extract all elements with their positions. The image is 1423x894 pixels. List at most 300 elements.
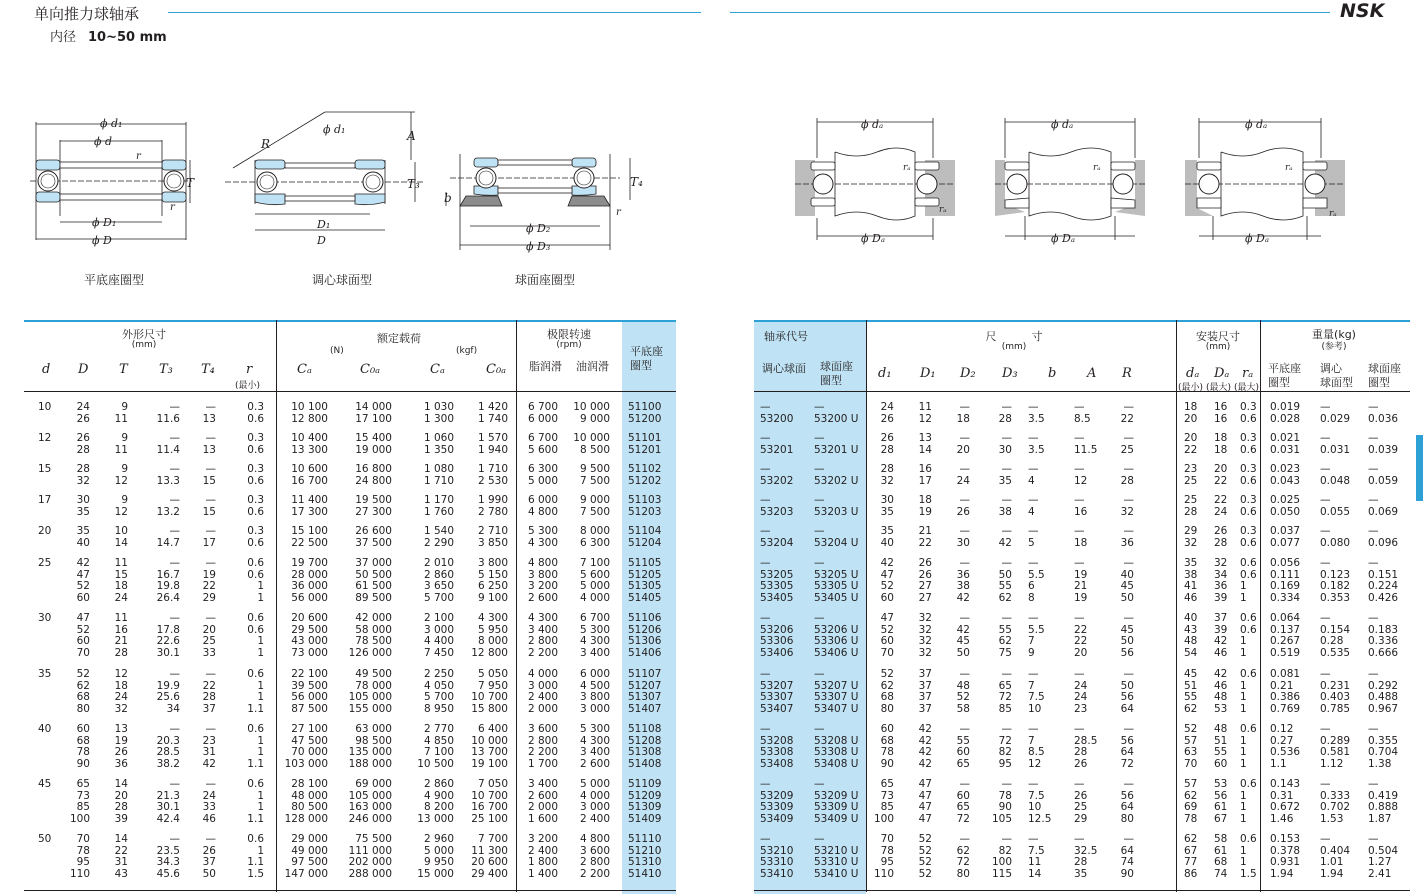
rt-ws: — 0.048: [1320, 463, 1351, 487]
rtable-top-rule: [754, 320, 1410, 322]
rt-D1: 47 47 47 47: [918, 778, 932, 825]
lt-no: 51106 51206 51306 51406: [628, 612, 662, 659]
rt-da: 57 62 69 78: [1184, 778, 1198, 825]
lt-CaN: 15 100 22 500: [291, 525, 328, 549]
hdr-kgf: (kgf): [456, 346, 478, 356]
section-tab-marker: [1416, 435, 1423, 501]
rt-A: — 8.5: [1074, 401, 1091, 425]
hdr-col-R: R: [1122, 366, 1132, 381]
rtable-bottom-rule: [754, 890, 1410, 891]
rt-wseat: — 0.355 0.704 1.38: [1368, 723, 1399, 770]
rdivider-1: [866, 320, 867, 892]
lt-C0akgf: 6 400 10 000 13 700 19 100: [471, 723, 508, 770]
hdr-ra-max: (最大): [1234, 383, 1260, 393]
rt-Da: 26 28: [1214, 525, 1228, 549]
label-D1: ϕ D₁: [92, 216, 117, 229]
lt-T4: — 26 37 50: [202, 833, 216, 880]
lt-no: 51109 51209 51309 51409: [628, 778, 662, 825]
label-D3: ϕ D₃: [526, 240, 551, 253]
lt-Cakgf: 2 960 5 000 9 950 15 000: [417, 833, 454, 880]
lt-grease: 4 300 3 400 2 800 2 200: [527, 612, 558, 659]
label-T4: T₄: [630, 175, 643, 189]
rt-ra: 0.3 0.6: [1240, 525, 1257, 549]
rt-D2: — 18: [956, 401, 970, 425]
lt-d: 17: [38, 494, 52, 506]
lt-C0aN: 19 500 27 300: [355, 494, 392, 518]
table-bottom-rule: [24, 890, 676, 891]
lt-D: 65 73 85 100: [70, 778, 91, 825]
rt-wf: 0.056 0.111 0.169 0.334: [1270, 557, 1301, 604]
lt-oil: 6 700 5 300 4 300 3 400: [579, 612, 610, 659]
rt-ws: — 0.123 0.182 0.353: [1320, 557, 1351, 604]
rt-D3: — 82 100 115: [991, 833, 1012, 880]
rt-sph: — 53205 53305 53405: [760, 557, 794, 604]
lt-C0akgf: 3 800 5 150 6 250 9 100: [477, 557, 508, 604]
rt-Da: 53 56 61 67: [1214, 778, 1228, 825]
rt-sph: — 53207 53307 53407: [760, 668, 794, 715]
rt-D3: — 42: [998, 525, 1012, 549]
mounting-diagram-2: [995, 112, 1145, 252]
lt-T4: — 24 33 46: [202, 778, 216, 825]
header-rule-right: [730, 12, 1330, 13]
lt-CaN: 28 100 48 000 80 500 128 000: [284, 778, 328, 825]
rt-wseat: — 0.504 1.27 2.41: [1368, 833, 1399, 880]
lt-d: 12: [38, 432, 52, 444]
rt-D3: — 55 62 75: [998, 612, 1012, 659]
rt-wf: 0.021 0.031: [1270, 432, 1301, 456]
rt-R: — 22: [1120, 401, 1134, 425]
hdr-w-flat: 平底座 圈型: [1268, 362, 1301, 389]
rt-wseat: — 0.096: [1368, 525, 1399, 549]
lt-r: 0.3 0.6: [247, 401, 264, 425]
rt-da: 25 28: [1184, 494, 1198, 518]
hdr-Da-max: (最大): [1206, 383, 1232, 393]
rt-d1: 24 26: [880, 401, 894, 425]
rt-D2: — 20: [956, 432, 970, 456]
rt-D2: — 42 45 50: [956, 612, 970, 659]
hdr-col-rD1: D₁: [920, 366, 936, 381]
rt-D1: 16 17: [918, 463, 932, 487]
hdr-col-r: r: [246, 362, 253, 377]
rt-ra: 0.3 0.6: [1240, 432, 1257, 456]
lt-T: 14 22 31 43: [114, 833, 128, 880]
hdr-col-d1: d₁: [878, 366, 892, 381]
lt-Cakgf: 1 060 1 350: [423, 432, 454, 456]
divider-2: [516, 320, 517, 892]
lt-T3: — 16.7 19.8 26.4: [156, 557, 180, 604]
rt-ws: — 0.029: [1320, 401, 1351, 425]
rt-ra: 0.3 0.6: [1240, 463, 1257, 487]
rt-da: 45 51 55 62: [1184, 668, 1198, 715]
rt-Da: 22 24: [1214, 494, 1228, 518]
lt-no: 51104 51204: [628, 525, 662, 549]
lt-CaN: 27 100 47 500 70 000 103 000: [284, 723, 328, 770]
lt-grease: 6 700 5 600: [527, 432, 558, 456]
rt-D1: 13 14: [918, 432, 932, 456]
lt-T4: — 17: [202, 525, 216, 549]
rt-R: — 28: [1120, 463, 1134, 487]
label-Da-3: ϕ Dₐ: [1245, 232, 1269, 245]
lt-D: 52 62 68 80: [76, 668, 90, 715]
rt-b: — 7 8.5 12: [1028, 723, 1045, 770]
lt-T3: — 23.5 34.3 45.6: [156, 833, 180, 880]
lt-no: 51100 51200: [628, 401, 662, 425]
label-ra-1b: rₐ: [939, 205, 947, 215]
lt-T4: — 23 31 42: [202, 723, 216, 770]
hdr-col-T: T: [119, 362, 128, 377]
table-top-rule: [24, 320, 676, 322]
rt-ws: — 0.080: [1320, 525, 1351, 549]
lt-T4: — 15: [202, 494, 216, 518]
rt-wf: 0.019 0.028: [1270, 401, 1301, 425]
lt-d: 30: [38, 612, 52, 624]
hdr-r-dims-unit: (mm): [1001, 342, 1027, 352]
rt-D1: 18 19: [918, 494, 932, 518]
lt-D: 70 78 95 110: [70, 833, 91, 880]
lt-oil: 10 000 9 000: [573, 401, 610, 425]
lt-d: 50: [38, 833, 52, 845]
lt-oil: 10 000 8 500: [573, 432, 610, 456]
hdr-weight: 重量(kg): [1312, 328, 1356, 341]
rt-A: — 24 24 23: [1074, 668, 1088, 715]
hdr-grease: 脂润滑: [529, 360, 562, 373]
lt-CaN: 20 600 29 500 43 000 73 000: [291, 612, 328, 659]
bore-value: 10~50 mm: [88, 30, 167, 45]
rt-R: — 25: [1120, 432, 1134, 456]
hdr-col-Da: Dₐ: [1214, 366, 1230, 381]
rt-A: — 19 21 19: [1074, 557, 1088, 604]
rt-seat: — 53202 U: [814, 463, 859, 487]
lt-grease: 6 000 4 800: [527, 494, 558, 518]
lt-d: 25: [38, 557, 52, 569]
rt-wf: 0.025 0.050: [1270, 494, 1301, 518]
lt-r: 0.6 1 1.1 1.5: [247, 833, 264, 880]
rt-Da: 32 34 36 39: [1214, 557, 1228, 604]
lt-Cakgf: 2 860 4 900 8 200 13 000: [417, 778, 454, 825]
rt-sph: — 53201: [760, 432, 794, 456]
nsk-logo: NSK: [1340, 0, 1385, 22]
label-ra-1a: rₐ: [903, 163, 911, 173]
rt-b: — 5.5 7 9: [1028, 612, 1045, 659]
rt-da: 35 38 41 46: [1184, 557, 1198, 604]
lt-r: 0.6 1 1 1.1: [247, 778, 264, 825]
left-table: [24, 320, 676, 894]
rt-ra: 0.6 1 1 1: [1240, 723, 1257, 770]
rt-da: 20 22: [1184, 432, 1198, 456]
rt-seat: — 53204 U: [814, 525, 859, 549]
rt-da: 40 43 48 54: [1184, 612, 1198, 659]
rt-Da: 58 61 68 74: [1214, 833, 1228, 880]
label-T3: T₃: [407, 177, 420, 191]
hdr-spherical: 调心球面: [762, 362, 806, 375]
lt-D: 28 32: [76, 463, 90, 487]
rt-sph: — 53203: [760, 494, 794, 518]
lt-T4: — 13: [202, 432, 216, 456]
lt-C0aN: 16 800 24 800: [355, 463, 392, 487]
lt-no: 51101 51201: [628, 432, 662, 456]
lt-d: 40: [38, 723, 52, 735]
lt-C0aN: 69 000 105 000 163 000 246 000: [348, 778, 392, 825]
hdr-col-C0akgf: C₀ₐ: [486, 362, 507, 377]
lt-T: 10 14: [114, 525, 128, 549]
lt-r: 0.3 0.6: [247, 463, 264, 487]
lt-C0aN: 49 500 78 000 105 000 155 000: [348, 668, 392, 715]
lt-T3: — 13.3: [156, 463, 180, 487]
label-da-2: ϕ dₐ: [1051, 118, 1074, 131]
hdr-col-b: b: [1048, 366, 1057, 381]
lt-D: 30 35: [76, 494, 90, 518]
bore-range: [50, 26, 167, 45]
rt-d1: 65 73 85 100: [873, 778, 894, 825]
rt-A: — 28.5 28 26: [1074, 723, 1098, 770]
rt-ra: 0.6 0.6 1 1: [1240, 612, 1257, 659]
rt-D1: 26 26 27 27: [918, 557, 932, 604]
rt-wseat: — 0.036: [1368, 401, 1399, 425]
lt-T4: — 15: [202, 463, 216, 487]
rheader-bottom-rule: [754, 391, 1410, 392]
hdr-dims: 外形尺寸: [122, 328, 166, 341]
rt-ws: — 0.333 0.702 1.53: [1320, 778, 1351, 825]
rt-ws: — 0.289 0.581 1.12: [1320, 723, 1351, 770]
lt-T: 9 11: [114, 432, 128, 456]
hdr-col-CaN: Cₐ: [297, 362, 312, 377]
hdr-weight-sub: (参考): [1321, 342, 1347, 352]
hdr-col-C0aN: C₀ₐ: [360, 362, 381, 377]
lt-C0akgf: 1 710 2 530: [477, 463, 508, 487]
label-r-bottom: r: [170, 202, 175, 213]
rt-seat: — 53206 U 53306 U 53406 U: [814, 612, 859, 659]
rt-D1: 11 12: [918, 401, 932, 425]
lt-Cakgf: 1 080 1 710: [423, 463, 454, 487]
rt-ra: 0.3 0.6: [1240, 401, 1257, 425]
rt-wseat: — 0.292 0.488 0.967: [1368, 668, 1399, 715]
lt-grease: 4 000 3 000 2 400 2 000: [527, 668, 558, 715]
hdr-w-sph: 调心 球面型: [1320, 362, 1353, 389]
hdr-dims-unit: (mm): [131, 340, 157, 350]
lt-oil: 8 000 6 300: [579, 525, 610, 549]
rt-seat: — 53209 U 53309 U 53409 U: [814, 778, 859, 825]
hdr-col-d: d: [42, 362, 51, 377]
lt-oil: 5 000 4 000 3 000 2 400: [579, 778, 610, 825]
lt-r: 0.3 0.6: [247, 525, 264, 549]
rt-R: — 50 56 64: [1120, 668, 1134, 715]
hdr-col-D3: D₃: [1002, 366, 1018, 381]
lt-grease: 3 400 2 600 2 000 1 600: [527, 778, 558, 825]
label-ra-3a: rₐ: [1285, 163, 1293, 173]
lt-T4: — 13: [202, 401, 216, 425]
rt-b: — 7.5 11 14: [1028, 833, 1045, 880]
rt-D1: 32 32 32 32: [918, 612, 932, 659]
rt-D1: 37 37 37 37: [918, 668, 932, 715]
rt-d1: 35 40: [880, 525, 894, 549]
lt-C0akgf: 1 990 2 780: [477, 494, 508, 518]
lt-grease: 6 300 5 000: [527, 463, 558, 487]
rt-Da: 42 46 48 53: [1214, 668, 1228, 715]
label-b: b: [444, 191, 452, 205]
rt-ra: 0.6 0.6 1 1: [1240, 557, 1257, 604]
diagram-spherical-seat: [440, 150, 655, 260]
rt-ws: — 0.055: [1320, 494, 1351, 518]
lt-T: 11 16 21 28: [114, 612, 128, 659]
lt-CaN: 10 100 12 800: [291, 401, 328, 425]
lt-T4: — 19 22 29: [202, 557, 216, 604]
hdr-col-A: A: [1087, 366, 1097, 381]
lt-CaN: 10 400 13 300: [291, 432, 328, 456]
lt-r: 0.6 0.6 1 1: [247, 557, 264, 604]
lt-D: 60 68 78 90: [76, 723, 90, 770]
lt-T3: — 14.7: [156, 525, 180, 549]
rt-Da: 16 16: [1214, 401, 1228, 425]
rt-wseat: — 0.151 0.224 0.426: [1368, 557, 1399, 604]
lt-oil: 7 100 5 600 5 000 4 000: [579, 557, 610, 604]
lt-C0akgf: 2 710 3 850: [477, 525, 508, 549]
lt-C0aN: 42 000 58 000 78 500 126 000: [348, 612, 392, 659]
lt-d: 45: [38, 778, 52, 790]
right-table: [754, 320, 1410, 894]
lt-T4: — 20 25 33: [202, 612, 216, 659]
label-D-sph: D: [317, 234, 326, 247]
lt-CaN: 22 100 39 500 56 000 87 500: [291, 668, 328, 715]
rt-seat: — 53201 U: [814, 432, 859, 456]
lt-Cakgf: 1 030 1 300: [423, 401, 454, 425]
rt-A: — 16: [1074, 494, 1088, 518]
lt-Cakgf: 1 540 2 290: [423, 525, 454, 549]
rt-b: — 4: [1028, 494, 1039, 518]
lt-C0aN: 14 000 17 100: [355, 401, 392, 425]
label-R: R: [261, 137, 271, 151]
lt-T: 9 12: [114, 494, 128, 518]
rt-D2: — 55 60 65: [956, 723, 970, 770]
rt-D2: — 48 52 58: [956, 668, 970, 715]
page-header: [0, 0, 1423, 50]
hdr-col-rmin: (最小): [235, 381, 261, 391]
hdr-speed: 极限转速: [547, 328, 591, 341]
rt-seat: — 53208 U 53308 U 53408 U: [814, 723, 859, 770]
rt-seat: — 53200 U: [814, 401, 859, 425]
rt-Da: 48 51 55 60: [1214, 723, 1228, 770]
lt-D: 42 47 52 60: [76, 557, 90, 604]
rt-d1: 30 35: [880, 494, 894, 518]
rt-ws: — 0.404 1.01 1.94: [1320, 833, 1351, 880]
lt-grease: 6 700 6 000: [527, 401, 558, 425]
rt-wf: 0.064 0.137 0.267 0.519: [1270, 612, 1301, 659]
rt-sph: — 53210 53310 53410: [760, 833, 794, 880]
lt-d: 35: [38, 668, 52, 680]
rt-da: 62 67 77 86: [1184, 833, 1198, 880]
rt-D3: — 72 82 95: [998, 723, 1012, 770]
label-T: T: [186, 176, 195, 190]
label-D1-sph: D₁: [317, 218, 331, 231]
rt-d1: 26 28: [880, 432, 894, 456]
rt-da: 52 57 63 70: [1184, 723, 1198, 770]
lt-no: 51105 51205 51305 51405: [628, 557, 662, 604]
rt-A: — 18: [1074, 525, 1088, 549]
lt-r: 0.3 0.6: [247, 432, 264, 456]
mounting-diagram-3: [1185, 112, 1345, 252]
lt-d: 10: [38, 401, 52, 413]
label-d1-sph: ϕ d₁: [323, 123, 346, 136]
lt-oil: 9 500 7 500: [579, 463, 610, 487]
hdr-col-D: D: [78, 362, 89, 377]
label-da-1: ϕ dₐ: [861, 118, 884, 131]
lt-T3: — 20.3 28.5 38.2: [156, 723, 180, 770]
rt-R: — 56 64 80: [1120, 778, 1134, 825]
lt-T: 12 18 24 32: [114, 668, 128, 715]
lt-no: 51108 51208 51308 51408: [628, 723, 662, 770]
lt-T3: — 11.4: [156, 432, 180, 456]
rt-b: — 5.5 6 8: [1028, 557, 1045, 604]
rt-A: — 11.5: [1074, 432, 1098, 456]
lt-Cakgf: 2 100 3 000 4 400 7 450: [423, 612, 454, 659]
hdr-mount: 安装尺寸: [1196, 330, 1240, 343]
rt-D3: — 35: [998, 463, 1012, 487]
caption-spherical-seat: 球面座圈型: [514, 273, 575, 287]
rt-D2: — 62 72 80: [956, 833, 970, 880]
hdr-code: 轴承代号: [764, 330, 808, 343]
label-r-seat: r: [616, 207, 621, 218]
rt-D2: — 60 65 72: [956, 778, 970, 825]
lt-r: 0.6 0.6 1 1: [247, 612, 264, 659]
rt-ra: 0.6 1 1 1: [1240, 668, 1257, 715]
rt-D3: — 30: [998, 432, 1012, 456]
lt-C0aN: 63 000 98 500 135 000 188 000: [348, 723, 392, 770]
rt-D1: 52 52 52 52: [918, 833, 932, 880]
lt-C0aN: 75 500 111 000 202 000 288 000: [348, 833, 392, 880]
rt-b: — 4: [1028, 463, 1039, 487]
rt-ws: — 0.154 0.28 0.535: [1320, 612, 1351, 659]
label-r-top: r: [136, 151, 141, 162]
lt-T3: — 21.3 30.1 42.4: [156, 778, 180, 825]
lt-T3: — 17.8 22.6 30.1: [156, 612, 180, 659]
rt-wf: 0.037 0.077: [1270, 525, 1301, 549]
mounting-diagram-1: [795, 112, 955, 252]
header-rule-left: [168, 12, 701, 13]
hdr-col-da: dₐ: [1186, 366, 1200, 381]
lt-T4: — 22 28 37: [202, 668, 216, 715]
rt-sph: — 53200: [760, 401, 794, 425]
lt-C0akgf: 7 700 11 300 20 600 29 400: [471, 833, 508, 880]
hdr-da-min: (最小): [1178, 383, 1204, 393]
hdr-col-T4: T₄: [201, 362, 215, 377]
rt-seat: — 53207 U 53307 U 53407 U: [814, 668, 859, 715]
rt-sph: — 53208 53308 53408: [760, 723, 794, 770]
hdr-flat: 平底座 圈型: [630, 345, 663, 372]
bore-label: 内径: [50, 30, 77, 45]
label-da-3: ϕ dₐ: [1245, 118, 1268, 131]
rt-D2: — 24: [956, 463, 970, 487]
rt-Da: 37 39 42 46: [1214, 612, 1228, 659]
lt-T: 9 11: [114, 401, 128, 425]
hdr-load: 额定载荷: [377, 332, 421, 345]
rt-A: — 32.5 28 35: [1074, 833, 1098, 880]
rt-b: — 7 7.5 10: [1028, 668, 1045, 715]
label-d1: ϕ d₁: [100, 117, 123, 130]
hdr-col-ra: rₐ: [1242, 366, 1254, 381]
rt-wseat: — 0.069: [1368, 494, 1399, 518]
lt-d: 15: [38, 463, 52, 475]
header-bottom-rule: [24, 391, 676, 392]
lt-no: 51107 51207 51307 51407: [628, 668, 662, 715]
lt-Cakgf: 2 250 4 050 5 700 8 950: [423, 668, 454, 715]
lt-Cakgf: 2 770 4 850 7 100 10 500: [417, 723, 454, 770]
hdr-r-dims: 尺 寸: [985, 330, 1043, 343]
lt-oil: 9 000 7 500: [579, 494, 610, 518]
lt-C0aN: 26 600 37 500: [355, 525, 392, 549]
rt-sph: — 53206 53306 53406: [760, 612, 794, 659]
lt-grease: 3 200 2 400 1 800 1 400: [527, 833, 558, 880]
lt-C0akgf: 5 050 7 950 10 700 15 800: [471, 668, 508, 715]
hdr-oil: 油润滑: [576, 360, 609, 373]
